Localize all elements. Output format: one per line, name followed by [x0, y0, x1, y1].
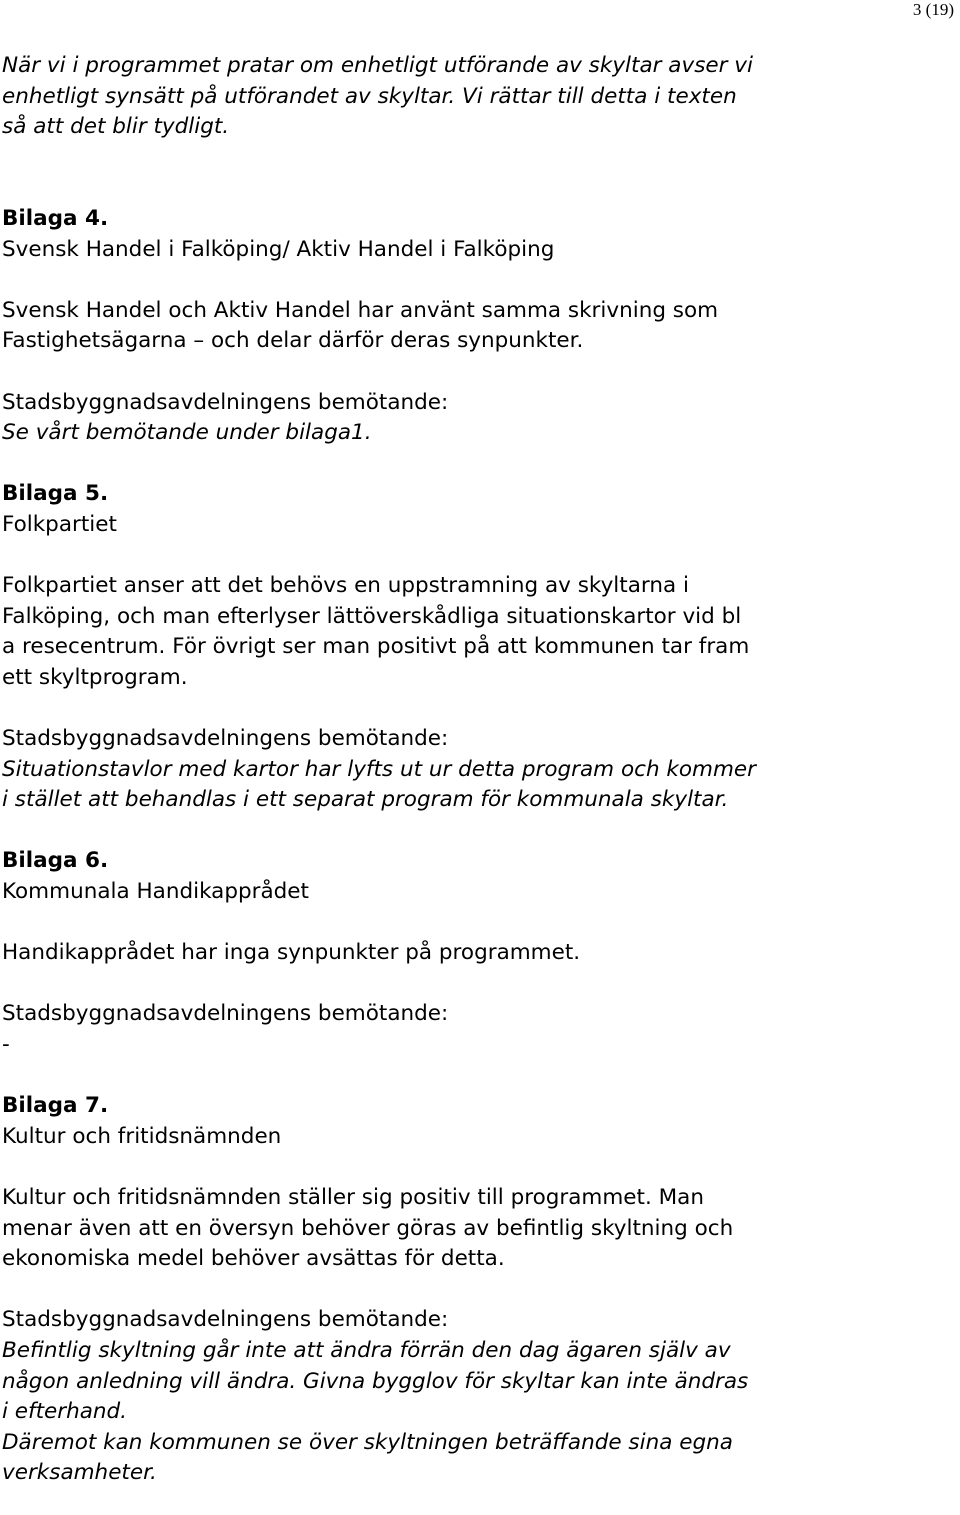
bilaga-7-body-line: menar även att en översyn behöver göras av befintlig skyltning och [2, 1215, 734, 1241]
bilaga-7-sender: Kultur och fritidsnämnden [2, 1123, 282, 1149]
bilaga-7-response-line: verksamheter. [2, 1460, 157, 1486]
bilaga-7-response-line: i efterhand. [2, 1399, 128, 1425]
bilaga-5-sender: Folkpartiet [2, 511, 117, 537]
bilaga-5-body-line: ett skyltprogram. [2, 664, 188, 690]
bilaga-4-response-label: Stadsbyggnadsavdelningens bemötande: [2, 389, 449, 415]
bilaga-5-body-line: Folkpartiet anser att det behövs en uppstramning av skyltarna i [2, 573, 689, 599]
bilaga-7-response-line: Befintlig skyltning går inte att ändra förrän den dag ägaren själv av [2, 1337, 731, 1363]
bilaga-7-body-line: Kultur och fritidsnämnden ställer sig positiv till programmet. Man [2, 1184, 704, 1210]
bilaga-4-response-line: Se vårt bemötande under bilaga1. [2, 420, 372, 446]
bilaga-5-section [2, 479, 952, 816]
page-number: 3 (19) [912, 0, 954, 19]
intro-paragraph [2, 51, 952, 143]
bilaga-5-heading: Bilaga 5. [2, 481, 109, 507]
bilaga-4-heading: Bilaga 4. [2, 205, 109, 231]
document-body [2, 51, 952, 1489]
bilaga-6-section [2, 846, 952, 1060]
bilaga-5-response-line: i stället att behandlas i ett separat program för kommunala skyltar. [2, 787, 729, 813]
bilaga-7-body-line: ekonomiska medel behöver avsättas för detta. [2, 1246, 505, 1272]
bilaga-5-body-line: a resecentrum. För övrigt ser man positivt på att kommunen tar fram [2, 634, 750, 660]
intro-line: så att det blir tydligt. [2, 114, 230, 140]
bilaga-6-body-line: Handikapprådet har inga synpunkter på programmet. [2, 940, 581, 966]
bilaga-7-heading: Bilaga 7. [2, 1093, 109, 1119]
bilaga-6-response-line: - [2, 1032, 10, 1057]
bilaga-4-body-line: Svensk Handel och Aktiv Handel har använt samma skrivning som [2, 297, 719, 323]
intro-line: enhetligt synsätt på utförandet av skyltar. Vi rättar till detta i texten [2, 83, 737, 109]
bilaga-7-response-line: Däremot kan kommunen se över skyltningen beträffande sina egna [2, 1429, 733, 1455]
bilaga-6-heading: Bilaga 6. [2, 848, 109, 874]
bilaga-7-response-label: Stadsbyggnadsavdelningens bemötande: [2, 1307, 449, 1333]
bilaga-7-response-line: någon anledning vill ändra. Givna bygglov för skyltar kan inte ändras [2, 1368, 749, 1394]
intro-line: När vi i programmet pratar om enhetligt utförande av skyltar avser vi [2, 53, 754, 78]
bilaga-5-response-label: Stadsbyggnadsavdelningens bemötande: [2, 726, 449, 752]
bilaga-7-section [2, 1091, 952, 1489]
bilaga-4-body-line: Fastighetsägarna – och delar därför deras synpunkter. [2, 328, 584, 354]
bilaga-4-sender: Svensk Handel i Falköping/ Aktiv Handel i Falköping [2, 236, 555, 262]
bilaga-4-section [2, 204, 952, 449]
bilaga-5-body-line: Falköping, och man efterlyser lättöverskådliga situationskartor vid bl [2, 603, 742, 629]
bilaga-6-sender: Kommunala Handikapprådet [2, 879, 309, 905]
bilaga-5-response-line: Situationstavlor med kartor har lyfts ut ur detta program och kommer [2, 756, 756, 782]
bilaga-6-response-label: Stadsbyggnadsavdelningens bemötande: [2, 1001, 449, 1027]
